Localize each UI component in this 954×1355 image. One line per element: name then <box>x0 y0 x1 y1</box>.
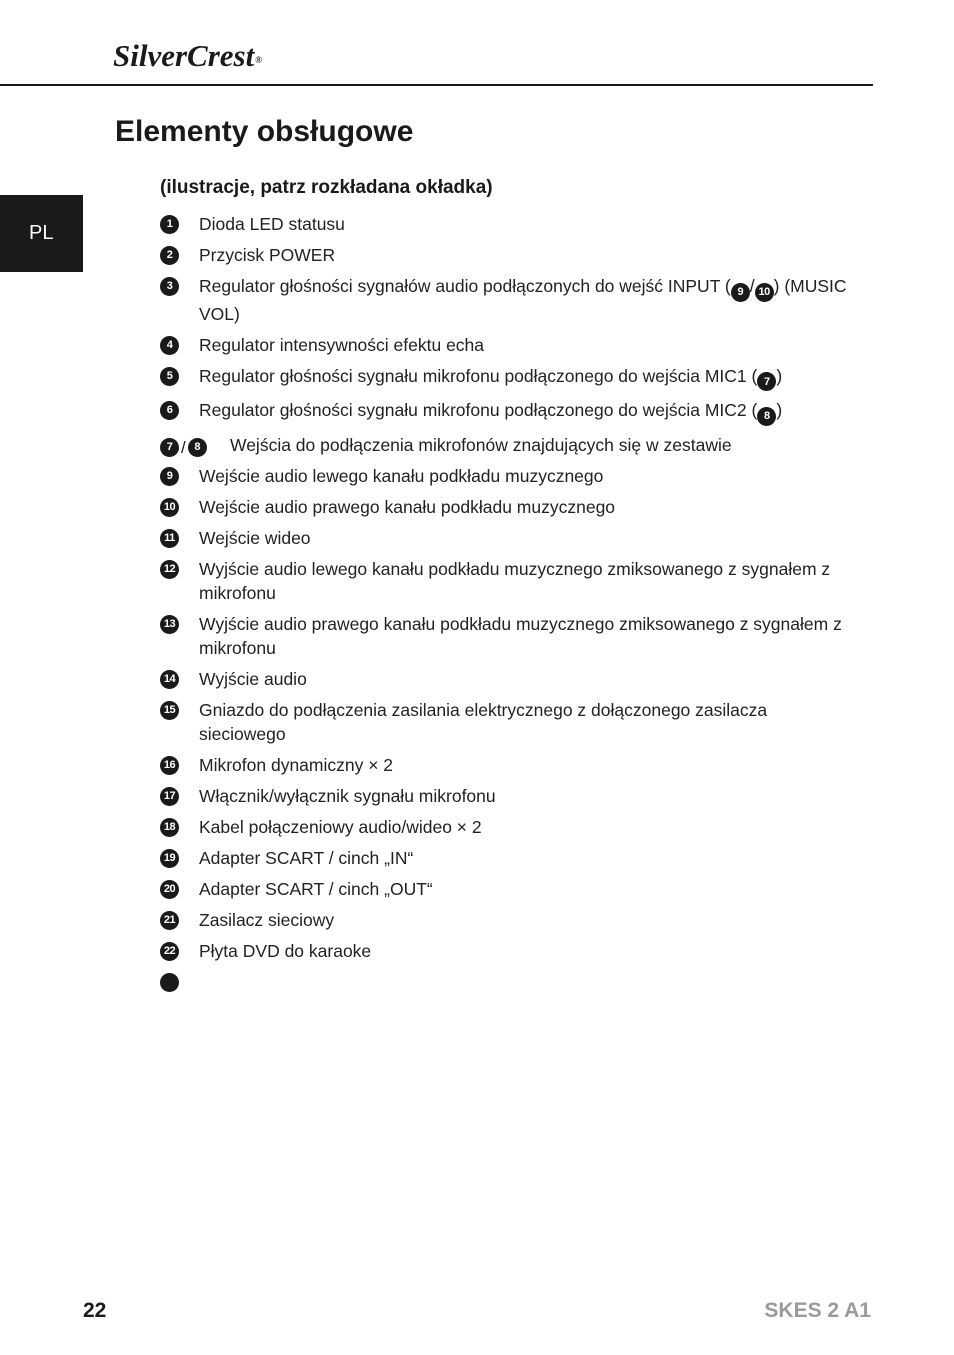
item-text: Mikrofon dynamiczny × 2 <box>199 754 394 775</box>
item-number-badge: 3 <box>160 277 179 296</box>
list-item <box>160 526 850 550</box>
item-number-badge: 7 <box>160 438 179 457</box>
list-item <box>160 398 850 426</box>
list-item <box>160 846 850 870</box>
item-number-badge: 2 <box>160 246 179 265</box>
item-number-badge: 13 <box>160 615 179 634</box>
item-text: Regulator głośności sygnału mikrofonu podłączonego do wejścia MIC2 ( <box>199 400 758 420</box>
list-item <box>160 877 850 901</box>
list-item <box>160 333 850 357</box>
item-number-badge: 1 <box>160 215 179 234</box>
item-number-badge: 9 <box>160 467 179 486</box>
item-text: Przycisk POWER <box>199 245 336 265</box>
list-item <box>160 464 850 488</box>
item-number-badge: 11 <box>160 529 179 548</box>
item-text: Wejście audio lewego kanału podkładu muzycznego <box>199 465 604 486</box>
list-item <box>160 274 850 326</box>
item-number-badge: 20 <box>160 880 179 899</box>
language-tab-label: PL <box>29 222 54 244</box>
list-item <box>160 212 850 236</box>
item-text: Wyjście audio prawego kanału podkładu muzycznego zmiksowanego z sygnałem z mikrofonu <box>199 613 842 658</box>
item-number-badge: 19 <box>160 849 179 868</box>
item-text-tail: ) <box>776 400 783 420</box>
item-text: Dioda LED statusu <box>199 214 345 234</box>
section-subtitle: (ilustracje, patrz rozkładana okładka) <box>160 177 493 198</box>
item-number-badge: 5 <box>160 367 179 386</box>
item-text: Regulator głośności sygnałów audio podłączonych do wejść INPUT ( <box>199 276 731 296</box>
registered-mark: ® <box>255 55 262 65</box>
item-number-badge: 8 <box>188 438 207 457</box>
number-separator: / <box>181 437 186 457</box>
list-item <box>160 667 850 691</box>
list-item <box>160 243 850 267</box>
list-item <box>160 815 850 839</box>
item-text: Wejście audio prawego kanału podkładu muzycznego <box>199 496 616 517</box>
list-item <box>160 495 850 519</box>
reference-badge: 10 <box>755 283 774 302</box>
list-item <box>160 939 850 963</box>
list-item <box>160 612 850 660</box>
reference-badge: 7 <box>757 372 776 391</box>
list-item <box>160 908 850 932</box>
reference-badge: 9 <box>731 283 750 302</box>
item-text: Regulator intensywności efektu echa <box>199 334 485 355</box>
reference-badge: 8 <box>757 407 776 426</box>
item-number-badge: 16 <box>160 756 179 775</box>
list-item <box>160 753 850 777</box>
item-number-badge: 4 <box>160 336 179 355</box>
item-number-badge: 12 <box>160 560 179 579</box>
item-number-badge: 18 <box>160 818 179 837</box>
page-number: 22 <box>83 1299 107 1322</box>
item-number-badge: 17 <box>160 787 179 806</box>
item-number-badge: 21 <box>160 911 179 930</box>
language-tab <box>0 195 83 272</box>
item-text-tail: ) <box>776 365 783 386</box>
item-text: Kabel połączeniowy audio/wideo × 2 <box>199 816 482 837</box>
page-title: Elementy obsługowe <box>115 115 414 148</box>
list-item <box>160 784 850 808</box>
list-item <box>160 698 850 746</box>
item-text: Włącznik/wyłącznik sygnału mikrofonu <box>199 785 496 806</box>
item-text: Wyjście audio lewego kanału podkładu muzycznego zmiksowanego z sygnałem z mikrofonu <box>199 558 831 603</box>
reference-separator: / <box>749 276 755 296</box>
item-number-badge: 6 <box>160 401 179 420</box>
item-number-badge: 14 <box>160 670 179 689</box>
item-text: Regulator głośności sygnału mikrofonu podłączonego do wejścia MIC1 ( <box>199 365 758 386</box>
item-text: Wyjście audio <box>199 668 307 689</box>
item-number-badge: 22 <box>160 942 179 961</box>
item-number-badge: 15 <box>160 701 179 720</box>
item-number-badge <box>160 973 179 992</box>
list-item <box>160 557 850 605</box>
item-text: Gniazdo do podłączenia zasilania elektrycznego z dołączonego zasilacza sieciowego <box>199 699 768 744</box>
item-text: Wejścia do podłączenia mikrofonów znajdujących się w zestawie <box>230 434 732 455</box>
list-item <box>160 433 850 457</box>
item-number-pair <box>160 436 207 460</box>
item-text: Adapter SCART / cinch „IN“ <box>199 847 414 868</box>
list-item <box>160 364 850 392</box>
brand-name: SilverCrest <box>113 38 255 73</box>
item-number-badge: 10 <box>160 498 179 517</box>
brand-logo <box>113 36 262 76</box>
header-divider <box>0 84 873 86</box>
item-text-tail: ) (MUSIC VOL) <box>199 276 847 324</box>
item-text: Wejście wideo <box>199 527 311 548</box>
model-name: SKES 2 A1 <box>764 1299 871 1322</box>
item-text: Adapter SCART / cinch „OUT“ <box>199 878 433 899</box>
controls-list <box>160 212 850 970</box>
item-text: Płyta DVD do karaoke <box>199 940 372 961</box>
item-text: Zasilacz sieciowy <box>199 909 335 930</box>
